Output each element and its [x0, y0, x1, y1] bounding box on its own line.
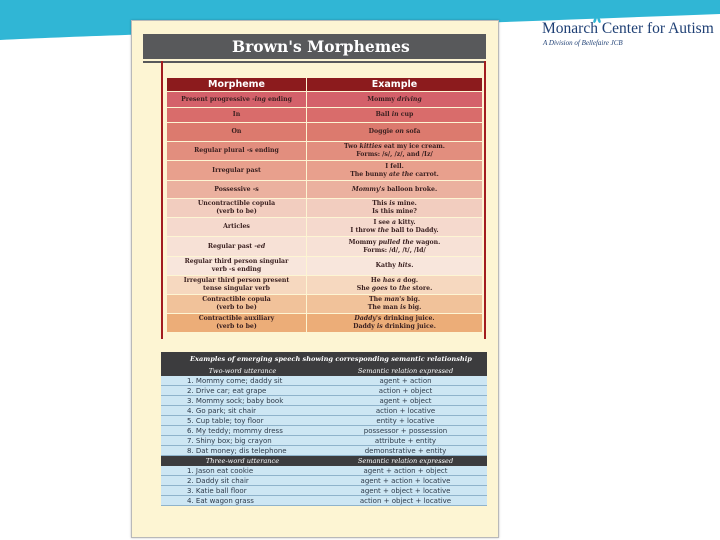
- morpheme-row: [167, 181, 482, 198]
- relation-cell: agent + action: [324, 376, 487, 386]
- utterance-cell: 4. Eat wagon grass: [161, 496, 324, 506]
- two-word-grid: [161, 366, 487, 376]
- utterance-cell: 6. My teddy; mommy dress: [161, 426, 324, 436]
- title-rule: [143, 61, 486, 63]
- example-cell: Doggie on sofa: [307, 123, 482, 141]
- utterance-cell: 5. Cup table; toy floor: [161, 416, 324, 426]
- three-word-grid: [161, 456, 487, 466]
- morpheme-cell: In: [167, 108, 306, 122]
- example-cell: Mommy pulled the wagon. Forms: /d/, /t/, /Id/: [307, 237, 482, 256]
- utterance-cell: 4. Go park; sit chair: [161, 406, 324, 416]
- morpheme-cell: Present progressive -ing ending: [167, 92, 306, 107]
- poster-title: Brown's Morphemes: [143, 34, 486, 59]
- morpheme-cell: Regular plural -s ending: [167, 142, 306, 160]
- example-cell: Mommy driving: [307, 92, 482, 107]
- morpheme-cell: Possessive -s: [167, 181, 306, 198]
- morpheme-cell: Articles: [167, 218, 306, 236]
- relation-cell: action + object + locative: [324, 496, 487, 506]
- morpheme-row: [167, 92, 482, 107]
- morpheme-cell: Regular past -ed: [167, 237, 306, 256]
- morpheme-row: [167, 142, 482, 160]
- relation-cell: possessor + possession: [324, 426, 487, 436]
- morpheme-row: [167, 276, 482, 294]
- example-cell: He has a dog. She goes to the store.: [307, 276, 482, 294]
- utterance-cell: 2. Daddy sit chair: [161, 476, 324, 486]
- logo-subtitle: A Division of Bellefaire JCB: [543, 39, 623, 47]
- utterance-cell: 3. Katie ball floor: [161, 486, 324, 496]
- relation-cell: agent + object: [324, 396, 487, 406]
- morpheme-row: [167, 314, 482, 332]
- relation-cell: action + locative: [324, 406, 487, 416]
- monarch-logo: [542, 8, 717, 48]
- morpheme-row: [167, 123, 482, 141]
- utterance-cell: 1. Jason eat cookie: [161, 466, 324, 476]
- two-word-relation-header: Semantic relation expressed: [324, 366, 487, 376]
- right-side-line: [484, 61, 486, 339]
- example-cell: The man's big. The man is big.: [307, 295, 482, 313]
- example-cell: Two kitties eat my ice cream. Forms: /s/, /z/, and /Iz/: [307, 142, 482, 160]
- utterance-cell: 1. Mommy come; daddy sit: [161, 376, 324, 386]
- morpheme-table-body: [167, 92, 482, 332]
- left-side-line: [161, 61, 163, 339]
- relation-cell: attribute + entity: [324, 436, 487, 446]
- three-word-relation-header: Semantic relation expressed: [324, 456, 487, 466]
- example-cell: I fell. The bunny ate the carrot.: [307, 161, 482, 180]
- example-column-header: Example: [307, 78, 482, 91]
- examples-title: Examples of emerging speech showing corresponding semantic relationship: [161, 352, 487, 366]
- logo-name: Monarch Center for Autism: [542, 20, 714, 37]
- two-word-header: Two-word utterance: [161, 366, 324, 376]
- example-cell: Ball in cup: [307, 108, 482, 122]
- morpheme-cell: Uncontractible copula (verb to be): [167, 199, 306, 217]
- example-cell: Kathy hits.: [307, 257, 482, 275]
- morpheme-cell: Irregular past: [167, 161, 306, 180]
- relation-cell: entity + locative: [324, 416, 487, 426]
- utterance-cell: 3. Mommy sock; baby book: [161, 396, 324, 406]
- morpheme-table-header: [167, 78, 482, 91]
- morpheme-table: [166, 77, 483, 333]
- two-word-rows: [161, 376, 487, 456]
- utterance-cell: 7. Shiny box; big crayon: [161, 436, 324, 446]
- examples-section: [161, 352, 487, 506]
- morpheme-cell: Irregular third person present tense singular verb: [167, 276, 306, 294]
- relation-cell: demonstrative + entity: [324, 446, 487, 456]
- morpheme-row: [167, 237, 482, 256]
- relation-cell: agent + object + locative: [324, 486, 487, 496]
- relation-cell: action + object: [324, 386, 487, 396]
- morpheme-row: [167, 161, 482, 180]
- morpheme-row: [167, 218, 482, 236]
- morpheme-cell: Regular third person singular verb -s ending: [167, 257, 306, 275]
- utterance-cell: 2. Drive car; eat grape: [161, 386, 324, 396]
- example-cell: I see a kitty. I throw the ball to Daddy.: [307, 218, 482, 236]
- morpheme-cell: Contractible copula (verb to be): [167, 295, 306, 313]
- utterance-cell: 8. Dat money; dis telephone: [161, 446, 324, 456]
- morpheme-column-header: Morpheme: [167, 78, 306, 91]
- morpheme-row: [167, 199, 482, 217]
- relation-cell: agent + action + locative: [324, 476, 487, 486]
- morpheme-cell: Contractible auxiliary (verb to be): [167, 314, 306, 332]
- relation-cell: agent + action + object: [324, 466, 487, 476]
- morpheme-row: [167, 295, 482, 313]
- morpheme-row: [167, 257, 482, 275]
- three-word-header: Three-word utterance: [161, 456, 324, 466]
- three-word-rows: [161, 466, 487, 506]
- morpheme-row: [167, 108, 482, 122]
- browns-morphemes-poster: [131, 20, 499, 538]
- example-cell: Mommy's balloon broke.: [307, 181, 482, 198]
- morpheme-cell: On: [167, 123, 306, 141]
- example-cell: Daddy's drinking juice. Daddy is drinking juice.: [307, 314, 482, 332]
- example-cell: This is mine. Is this mine?: [307, 199, 482, 217]
